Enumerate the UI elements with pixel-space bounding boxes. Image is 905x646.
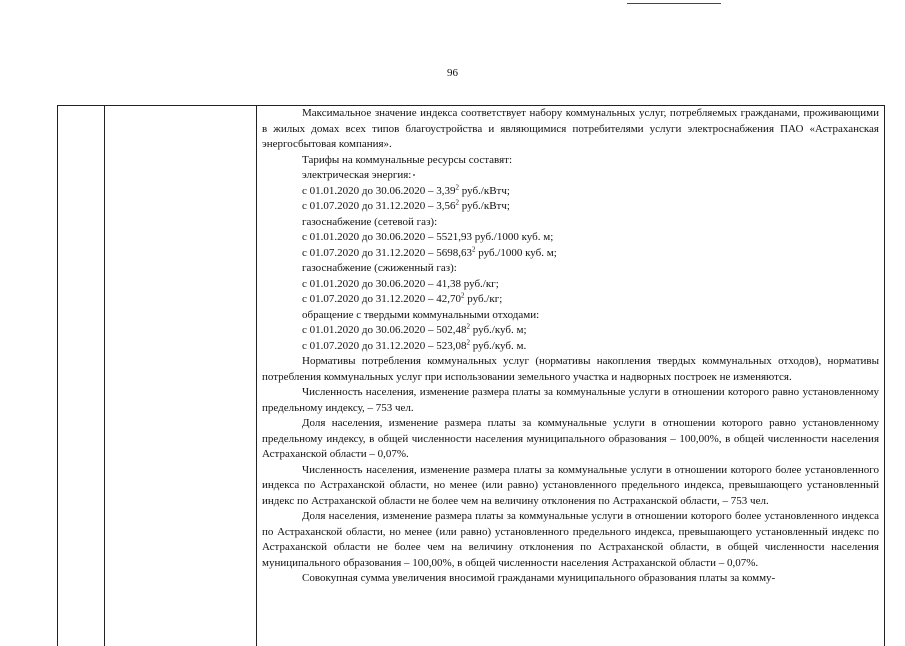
tariff-line <box>262 339 879 355</box>
paragraph-share-above: Доля населения, изменение размера платы за коммунальные услуги в отношении которого более установленного индекса по Астраханской области, но менее (или равно) установленного предельного индекса, превышающего установленный индекс по Астраханской области не более чем на величину отклонения по Астраханской области, в общей численности населения муниципального образования – 100,00%, в общей численности населения Астраханской области – 0,07%. <box>262 510 879 569</box>
tariff-text: с 01.07.2020 до 31.12.2020 – 5698,63 <box>302 246 472 259</box>
paragraph-population-above: Численность населения, изменение размера платы за коммунальные услуги в отношении которого более установленного индекса по Астраханской области, но менее (или равно) установленного предельного индекса, превышающего установленный индекс по Астраханской области не более чем на величину отклонения по Астраханской области, – 753 чел. <box>262 463 879 507</box>
tariff-footnote: 2 <box>466 322 470 331</box>
tariff-line <box>262 230 879 246</box>
gas-liquefied-heading: газоснабжение (сжиженный газ): <box>302 262 457 274</box>
tariff-line <box>262 246 879 262</box>
paragraph-norms: Нормативы потребления коммунальных услуг (нормативы накопления твердых коммунальных отходов), нормативы потребления коммунальных услуг при использовании земельного участка и надворных построек не изменяются. <box>262 355 879 383</box>
page-number: 96 <box>447 67 458 79</box>
tariff-unit: руб./куб. м; <box>469 324 527 336</box>
table-content-cell <box>262 106 879 587</box>
tariff-line <box>262 292 879 308</box>
tariff-footnote: 2 <box>471 244 476 253</box>
tariff-footnote: 2 <box>460 291 465 300</box>
paragraph-total-increase: Совокупная сумма увеличения вносимой гражданами муниципального образования платы за комму- <box>302 572 776 584</box>
electricity-heading: электрическая энергия: <box>302 169 412 181</box>
tariff-text: с 01.07.2020 до 31.12.2020 – 3,56 <box>302 200 456 212</box>
tariffs-heading: Тарифы на коммунальные ресурсы составят: <box>302 153 513 166</box>
tariff-line <box>262 277 879 293</box>
tariff-text: с 01.07.2020 до 31.12.2020 – 42,70 <box>302 293 461 305</box>
tariff-footnote: 2 <box>455 198 459 207</box>
tariff-text: с 01.01.2020 до 30.06.2020 – 41,38 руб./кг; <box>302 277 499 290</box>
tariff-footnote: 2 <box>455 182 459 191</box>
tariff-unit: руб./кг; <box>464 293 503 305</box>
tariff-line <box>262 199 879 215</box>
tariff-footnote: 2 <box>466 337 470 346</box>
paragraph-population-equal: Численность населения, изменение размера платы за коммунальные услуги в отношении которого равно установленному предельному индексу, – 753 чел. <box>262 386 879 414</box>
tariff-unit: руб./кВтч; <box>458 200 510 212</box>
tariff-unit: руб./кВтч; <box>458 184 510 197</box>
waste-heading: обращение с твердыми коммунальными отходами: <box>302 308 540 321</box>
column-divider-2 <box>256 106 257 646</box>
tariff-text: с 01.01.2020 до 30.06.2020 – 502,48 <box>302 324 467 336</box>
column-divider-1 <box>104 106 105 646</box>
paragraph-max-index: Максимальное значение индекса соответствует набору коммунальных услуг, потребляемых гражданами, проживающими в жилых домах всех типов благоустройства и являющимися потребителями услуги электроснабжения ПАО «Астраханская энергосбытовая компания». <box>262 107 879 150</box>
tariff-line <box>262 323 879 339</box>
tariff-text: с 01.01.2020 до 30.06.2020 – 5521,93 руб./1000 куб. м; <box>302 231 554 243</box>
tariff-unit: руб./куб. м. <box>469 339 527 352</box>
tariff-unit: руб./1000 куб. м; <box>475 246 557 259</box>
tariff-text: с 01.07.2020 до 31.12.2020 – 523,08 <box>302 339 467 352</box>
top-rule <box>627 3 721 4</box>
tariff-line <box>262 184 879 200</box>
tariff-text: с 01.01.2020 до 30.06.2020 – 3,39 <box>302 184 456 197</box>
gas-network-heading: газоснабжение (сетевой газ): <box>302 215 438 228</box>
paragraph-share-equal: Доля населения, изменение размера платы за коммунальные услуги в отношении которого равно установленному предельному индексу, в общей численности населения муниципального образования – 100,00%, в общей численности населения Астраханской области – 0,07%. <box>262 417 879 460</box>
